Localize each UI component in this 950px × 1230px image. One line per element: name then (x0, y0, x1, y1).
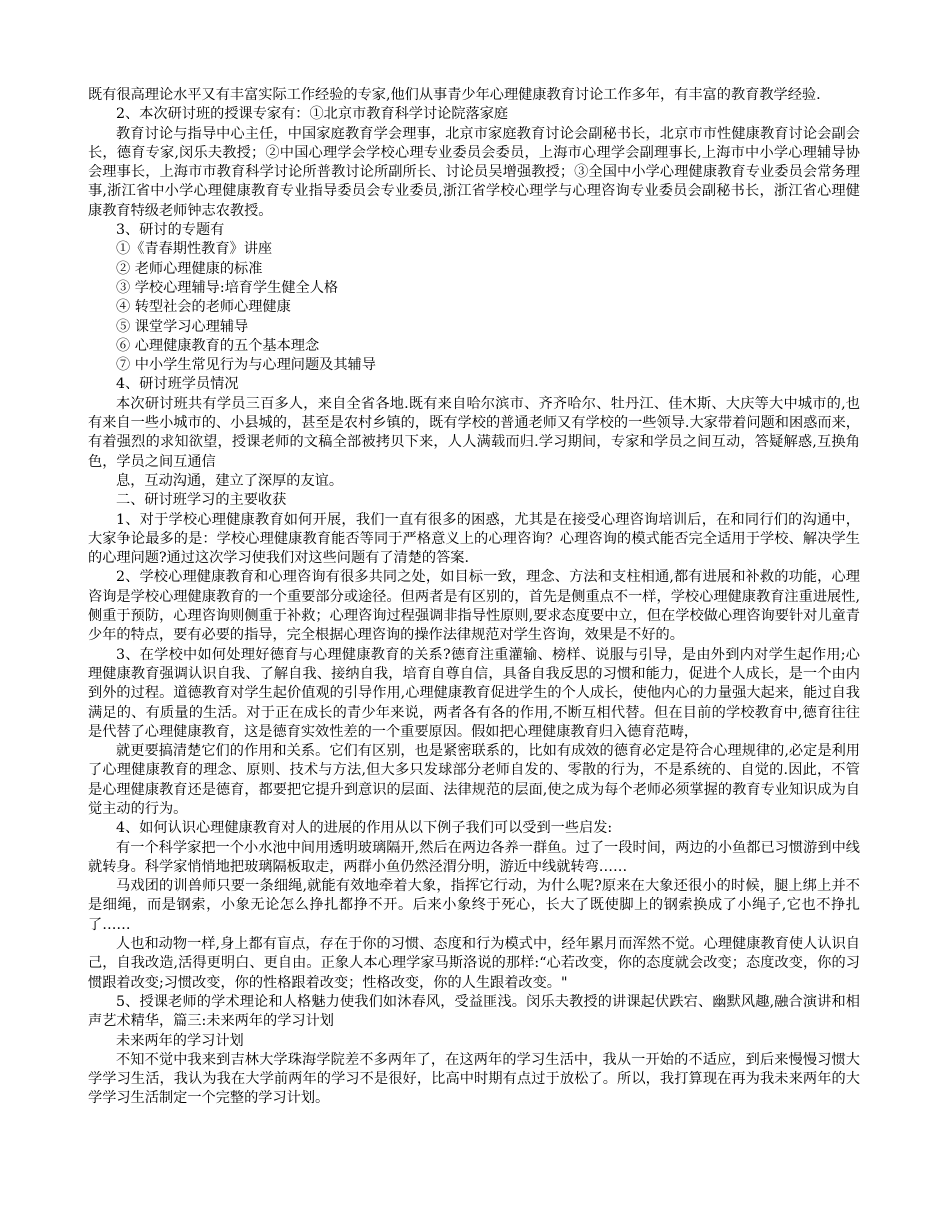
paragraph: ①《青春期性教育》讲座 (116, 241, 273, 258)
paragraph: ⑦ 中小学生常见行为与心理问题及其辅导 (116, 357, 376, 374)
paragraph: 本次研讨班共有学员三百多人，来自全省各地.既有来自哈尔滨市、齐齐哈尔、牡丹江、佳木斯、大庆等大中城市的,也有来自一些小城市的、小县城的，甚至是农村乡镇的，既有学校的普通老师又有学校的一些领导.大家带着问题和困惑而来，有着强烈的求知欲望，授课老师的文稿全部被拷贝下来，人人满载而归.学习期间，专家和学员之间互动，答疑解惑,互换角色，学员之间互通信 (88, 395, 860, 470)
paragraph: 4、研讨班学员情况 (116, 376, 239, 393)
paragraph: ② 老师心理健康的标准 (116, 260, 263, 277)
paragraph: 5、授课老师的学术理论和人格魅力使我们如沐春风，受益匪浅。闵乐夫教授的讲课起伏跌宕、幽默风趣,融合演讲和相声艺术精华，篇三:未来两年的学习计划 (88, 993, 860, 1030)
paragraph: 未来两年的学习计划 (116, 1032, 244, 1049)
paragraph: 人也和动物一样,身上都有盲点，存在于你的习惯、态度和行为模式中，经年累月而浑然不觉。心理健康教育使人认识自己，自我改造,活得更明白、更自由。正象人本心理学家马斯洛说的那样:“心若改变，你的态度就会改变；态度改变，你的习惯跟着改变;习惯改变，你的性格跟着改变；性格改变，你的人生跟着改变。" (88, 936, 860, 991)
paragraph: 2、本次研讨班的授课专家有：①北京市教育科学讨论院落家庭 (116, 106, 509, 123)
paragraph: 息，互动沟通，建立了深厚的友谊。 (116, 472, 344, 489)
paragraph: 就更要搞清楚它们的作用和关系。它们有区别，也是紧密联系的，比如有成效的德育必定是符合心理规律的,必定是利用了心理健康教育的理念、原则、技术与方法,但大多只发球部分老师自发的、零散的行为，不是系统的、自觉的.因此，不管是心理健康教育还是德育，都要把它提升到意识的层面、法律规范的层面,使之成为每个老师必须掌握的教育专业知识成为自觉主动的行为。 (88, 743, 860, 817)
paragraph: 3、在学校中如何处理好德育与心理健康教育的关系?德育注重灌输、榜样、说服与引导，是由外到内对学生起作用;心理健康教育强调认识自我、了解自我、接纳自我，培育自尊自信，具备自我反思的习惯和能力，促进个人成长，是一个由内到外的过程。道德教育对学生起价值观的引导作用,心理健康教育促进学生的个人成长，使他内心的力量强大起来，能过自我满足的、有质量的生活。对于正在成长的青少年来说，两者各有各的作用,不断互相代替。但在目前的学校教育中,德育往往是代替了心理健康教育，这是德育实效性差的一个重要原因。假如把心理健康教育归入德育范畴， (88, 646, 860, 740)
paragraph: 1、对于学校心理健康教育如何开展，我们一直有很多的困惑，尤其是在接受心理咨询培训后，在和同行们的沟通中，大家争论最多的是：学校心理健康教育能否等同于严格意义上的心理咨询？心理咨询的模式能否完全适用于学校、解决学生的心理问题?通过这次学习使我们对这些问题有了清楚的答案. (88, 511, 860, 567)
paragraph: ⑤ 课堂学习心理辅导 (116, 318, 249, 335)
paragraph: 3、研讨的专题有 (116, 222, 225, 239)
document-page (88, 86, 860, 1109)
paragraph: ④ 转型社会的老师心理健康 (116, 299, 291, 316)
paragraph: 不知不觉中我来到吉林大学珠海学院差不多两年了，在这两年的学习生活中，我从一开始的不适应，到后来慢慢习惯大学学习生活，我认为我在大学前两年的学习不是很好，比高中时期有点过于放松了。所以，我打算现在再为我未来两年的大学学习生活制定一个完整的学习计划。 (88, 1051, 860, 1107)
paragraph: 2、学校心理健康教育和心理咨询有很多共同之处，如目标一致，理念、方法和支柱相通,都有进展和补救的功能，心理咨询是学校心理健康教育的一个重要部分或途径。但两者是有区别的，首先是侧重点不一样，学校心理健康教育注重进展性,侧重于预防，心理咨询则侧重于补救；心理咨询过程强调非指导性原则,要求态度要中立，但在学校做心理咨询要针对儿童青少年的特点，要有必要的指导，完全根据心理咨询的操作法律规范对学生咨询，效果是不好的。 (88, 569, 860, 644)
paragraph: 有一个科学家把一个小水池中间用透明玻璃隔开,然后在两边各养一群鱼。过了一段时间，两边的小鱼都已习惯游到中线就转身。科学家悄悄地把玻璃隔板取走，两群小鱼仍然泾渭分明，游近中线就转弯…… (88, 839, 860, 875)
paragraph: 教育讨论与指导中心主任，中国家庭教育学会理事，北京市家庭教育讨论会副秘书长，北京市市性健康教育讨论会副会长，德育专家,闵乐夫教授；②中国心理学会学校心理专业委员会委员，上海市心理学会副理事长,上海市中小学心理辅导协会理事长，上海市市教育科学讨论所普教讨论所副所长、讨论员吴增强教授；③全国中小学心理健康教育专业委员会常务理事,浙江省中小学心理健康教育专业指导委员会专业委员,浙江省学校心理学与心理咨询专业委员会副秘书长，浙江省心理健康教育特级老师钟志农教授。 (88, 125, 860, 219)
paragraph: 二、研讨班学习的主要收获 (116, 492, 287, 509)
paragraph: ③ 学校心理辅导:培育学生健全人格 (116, 279, 339, 296)
paragraph: 马戏团的训兽师只要一条细绳,就能有效地牵着大象，指挥它行动，为什么呢?原来在大象还很小的时候，腿上绑上并不是细绳，而是钢索，小象无论怎么挣扎都挣不开。后来小象终于死心，长大了既使脚上的钢索换成了小绳子,它也不挣扎了…… (88, 878, 860, 933)
paragraph: ⑥ 心理健康教育的五个基本理念 (116, 337, 320, 354)
paragraph: 4、如何认识心理健康教育对人的进展的作用从以下例子我们可以受到一些启发: (116, 820, 613, 837)
paragraph: 既有很高理论水平又有丰富实际工作经验的专家,他们从事青少年心理健康教育讨论工作多年，有丰富的教育教学经验. (88, 87, 821, 103)
